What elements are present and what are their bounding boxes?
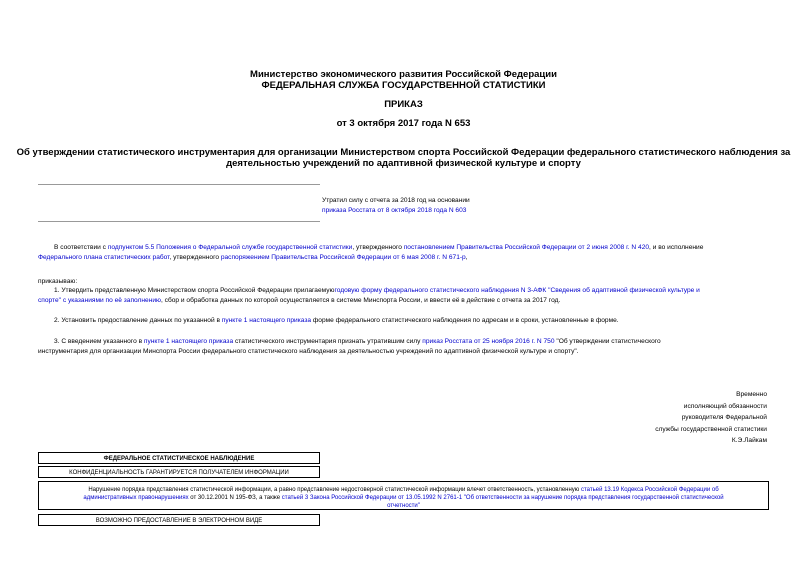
preamble-text: В соответствии с [54, 244, 108, 251]
preamble-text: , и во исполнение [649, 244, 704, 251]
item-text: статистического инструментария признать утратившим силу [233, 338, 423, 345]
signature-line: руководителя Федеральной [681, 414, 767, 421]
form-link[interactable]: годовую форму федерального статистического наблюдения N 3-АФК "Сведения об адаптивной физической культуре и [334, 287, 700, 294]
preamble-text: , утвержденного [169, 254, 221, 261]
status-link[interactable]: приказа Росстата от 8 октября 2018 года N 603 [322, 207, 467, 214]
item-text: , сбор и обработка данных по которой осуществляется в системе Минспорта России, и ввести её в действие с отчета за 2017 год. [160, 297, 561, 304]
ministry-name: Министерство экономического развития Российской Федерации [250, 69, 557, 80]
item-text: 1. Утвердить представленную Министерством спорта Российской Федерации прилагаемую [54, 287, 335, 294]
item-text: 2. Установить предоставление данных по указанной в [54, 317, 222, 324]
regulation-link[interactable]: подпунктом 5.5 Положения о Федеральной службе государственной статистики [107, 244, 353, 251]
confidentiality-box: КОНФИДЕНЦИАЛЬНОСТЬ ГАРАНТИРУЕТСЯ ПОЛУЧАТЕЛЕМ ИНФОРМАЦИИ [38, 466, 320, 478]
service-name: ФЕДЕРАЛЬНАЯ СЛУЖБА ГОСУДАРСТВЕННОЙ СТАТИСТИКИ [261, 80, 546, 91]
federal-observation-box: ФЕДЕРАЛЬНОЕ СТАТИСТИЧЕСКОЕ НАБЛЮДЕНИЕ [38, 452, 320, 464]
order-link[interactable]: приказ Росстата от 25 ноября 2016 г. N 750 [422, 338, 555, 345]
item-text: 3. С введением указанного в [54, 338, 144, 345]
preamble-text: , утвержденного [352, 244, 404, 251]
form-link[interactable]: спорте" с указаниями по её заполнению [38, 297, 161, 304]
clause-link[interactable]: пункте 1 настоящего приказа [143, 338, 234, 345]
divider [38, 184, 320, 185]
item-text: "Об утверждении статистического [554, 338, 661, 345]
preamble [38, 243, 768, 263]
status-line: Утратил силу с отчета за 2018 год на основании [322, 197, 470, 204]
item-1 [38, 286, 768, 306]
status-note [322, 196, 470, 216]
document-title-line2: деятельностью учреждений по адаптивной физической культуре и спорту [226, 158, 581, 169]
law-link[interactable]: статьей 3 Закона Российской Федерации от 13.05.1992 N 2761-1 "Об ответственности за нарушение порядка представления государственной статистической [281, 495, 724, 501]
document-type: ПРИКАЗ [384, 99, 423, 110]
signature-line: Временно [736, 391, 767, 398]
signature-line: службы государственной статистики [655, 425, 767, 433]
decree-link[interactable]: распоряжением Правительства Российской Федерации от 6 мая 2008 г. N 671-р [220, 254, 466, 261]
signature-line: исполняющий обязанности [683, 402, 767, 410]
item-text: инструментария для организации Минспорта России федерального статистического наблюдения за деятельностью учреждений по адаптивной физической культуре и спорту". [38, 348, 579, 355]
notice-text: от 30.12.2001 N 195-ФЗ, а также [188, 495, 282, 501]
notice-text: Нарушение порядка представления статистической информации, а равно представление недостоверной статистической информации влечет ответственность, установленную [88, 487, 581, 493]
divider [38, 221, 320, 222]
plan-link[interactable]: Федерального плана статистических работ [38, 254, 170, 261]
liability-notice-box [38, 481, 769, 510]
item-text: форме федерального статистического наблюдения по адресам и в сроки, установленные в форме. [311, 317, 619, 324]
preamble-text: , [465, 254, 468, 261]
document-title-line1: Об утверждении статистического инструментария для организации Министерством спорта Российской Федерации федерального статистического наблюдения за [16, 147, 791, 158]
item-3 [38, 337, 768, 357]
document-date-number: от 3 октября 2017 года N 653 [336, 118, 471, 129]
clause-link[interactable]: пункте 1 настоящего приказа [221, 317, 312, 324]
item-2 [54, 316, 768, 326]
signature-block [655, 389, 767, 447]
order-word: приказываю: [38, 278, 78, 285]
law-link[interactable]: отчетности" [387, 503, 420, 509]
signature-name: К.Э.Лайкам [731, 437, 767, 444]
resolution-link[interactable]: постановлением Правительства Российской Федерации от 2 июня 2008 г. N 420 [403, 244, 650, 251]
code-link[interactable]: административных правонарушениях [83, 495, 189, 501]
electronic-submission-box: ВОЗМОЖНО ПРЕДОСТАВЛЕНИЕ В ЭЛЕКТРОННОМ ВИДЕ [38, 514, 320, 526]
code-link[interactable]: статьей 13.19 Кодекса Российской Федерации об [580, 487, 719, 493]
